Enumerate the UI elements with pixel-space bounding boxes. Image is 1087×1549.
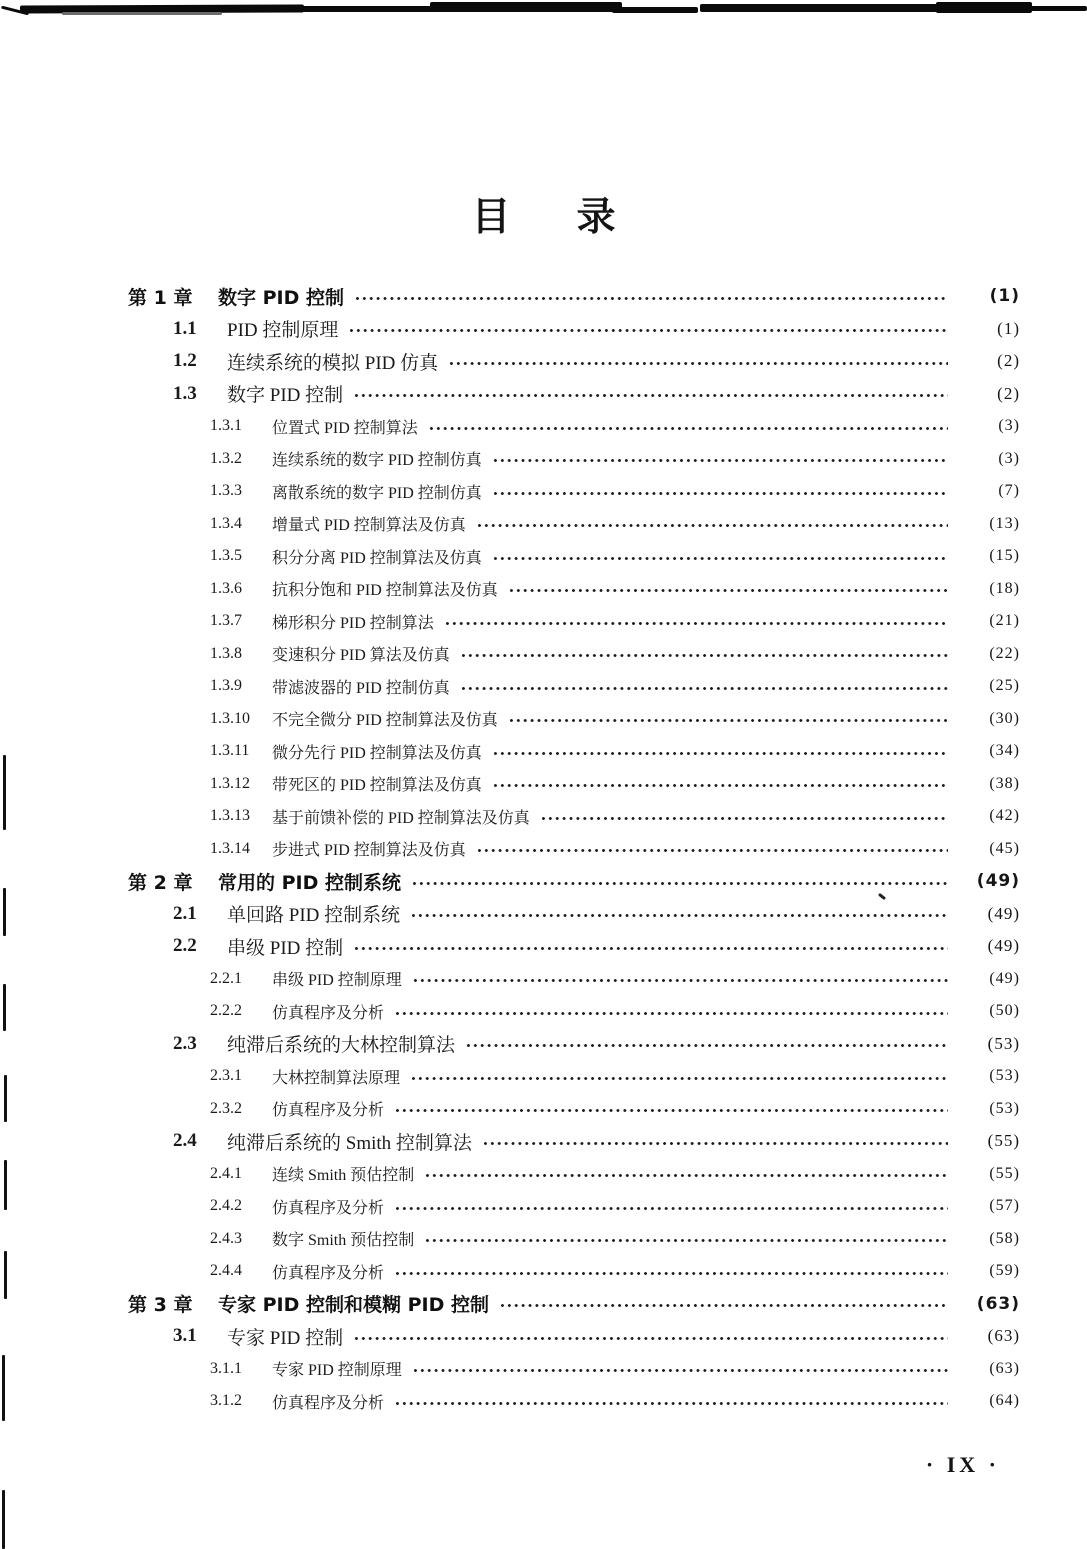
toc-entry-title: 不完全微分 PID 控制算法及仿真 xyxy=(272,712,498,730)
toc-entry-number: 2.4.1 xyxy=(210,1164,242,1182)
toc-entry-number: 3.1.1 xyxy=(210,1359,242,1377)
toc-entry-page: (21) xyxy=(989,612,1020,630)
toc-entry-title: 仿真程序及分析 xyxy=(272,1004,385,1022)
dot-leader-icon xyxy=(424,1238,948,1243)
toc-entry-page: (63) xyxy=(989,1359,1020,1377)
page-title-char-1: 目 xyxy=(471,195,511,240)
toc-entry-title: 串级 PID 控制原理 xyxy=(272,972,402,990)
toc-entry-page: (22) xyxy=(989,644,1020,662)
toc-entry xyxy=(128,1093,1020,1126)
toc-entry-title: 变速积分 PID 算法及仿真 xyxy=(272,647,450,665)
toc-entry-page: (3) xyxy=(998,449,1020,467)
toc-entry xyxy=(128,768,1020,801)
toc-entry xyxy=(128,1190,1020,1223)
toc-entry-page: (2) xyxy=(997,383,1020,403)
toc-entry-page: (3) xyxy=(998,417,1020,435)
toc-entry-page: (2) xyxy=(997,351,1020,371)
dot-leader-icon xyxy=(411,881,948,886)
dot-leader-icon xyxy=(492,783,948,788)
toc-entry-page: (55) xyxy=(987,1131,1020,1151)
toc-entry-number: 2.2 xyxy=(173,935,197,957)
toc-entry-page: (53) xyxy=(987,1033,1020,1053)
toc-entry-title: 常用的 PID 控制系统 xyxy=(218,871,401,894)
toc-entry-number: 2.3 xyxy=(173,1032,197,1054)
dot-leader-icon xyxy=(412,1368,948,1373)
toc-entry-number: 1.3.12 xyxy=(210,774,250,792)
toc-entry-number: 1.3.10 xyxy=(210,709,250,727)
page-title-char-2: 录 xyxy=(576,195,616,240)
toc-entry-title: 梯形积分 PID 控制算法 xyxy=(272,614,434,632)
toc-entry-page: (49) xyxy=(987,903,1020,923)
toc-entry-page: (49) xyxy=(987,936,1020,956)
dot-leader-icon xyxy=(353,393,948,398)
toc-entry-number: 2.4.3 xyxy=(210,1229,242,1247)
toc-entry-number: 1.3.13 xyxy=(210,807,250,825)
toc-entry xyxy=(128,313,1020,346)
dot-leader-icon xyxy=(444,621,948,626)
dot-leader-icon xyxy=(482,1141,948,1146)
toc-entry-title: 带死区的 PID 控制算法及仿真 xyxy=(272,777,482,795)
toc-entry-title: 数字 PID 控制 xyxy=(218,286,344,309)
toc-entry xyxy=(128,865,1020,898)
toc-entry-number: 1.1 xyxy=(173,317,197,339)
toc-entry-page: (34) xyxy=(989,742,1020,760)
toc-entry xyxy=(128,1028,1020,1061)
toc-entry-title: 仿真程序及分析 xyxy=(272,1199,385,1217)
toc-entry-title: 单回路 PID 控制系统 xyxy=(227,905,401,927)
toc-entry-page: (42) xyxy=(989,807,1020,825)
toc-entry-title: 位置式 PID 控制算法 xyxy=(272,419,418,437)
toc-list xyxy=(128,280,1020,1418)
toc-entry-page: (30) xyxy=(989,709,1020,727)
toc-entry xyxy=(128,735,1020,768)
toc-entry-number: 2.3.2 xyxy=(210,1099,242,1117)
toc-entry xyxy=(128,638,1020,671)
toc-entry-number: 1.3 xyxy=(173,382,197,404)
toc-entry xyxy=(128,573,1020,606)
toc-entry-title: 仿真程序及分析 xyxy=(272,1102,385,1120)
toc-entry-title: 串级 PID 控制 xyxy=(227,937,344,959)
toc-entry-page: (7) xyxy=(998,482,1020,500)
toc-entry-page: (53) xyxy=(989,1067,1020,1085)
toc-entry-title: 数字 PID 控制 xyxy=(227,385,344,407)
toc-entry-title: 增量式 PID 控制算法及仿真 xyxy=(272,517,466,535)
toc-entry-title: 连续系统的数字 PID 控制仿真 xyxy=(272,452,482,470)
dot-leader-icon xyxy=(394,1108,948,1113)
toc-entry-title: 专家 PID 控制原理 xyxy=(272,1362,402,1380)
dot-leader-icon xyxy=(424,1173,948,1178)
dot-leader-icon xyxy=(508,718,948,723)
toc-entry-page: (38) xyxy=(989,774,1020,792)
toc-entry-title: 步进式 PID 控制算法及仿真 xyxy=(272,842,466,860)
toc-entry-number: 2.3.1 xyxy=(210,1067,242,1085)
toc-entry-title: 纯滞后系统的大林控制算法 xyxy=(227,1035,456,1057)
toc-entry-title: 纯滞后系统的 Smith 控制算法 xyxy=(227,1132,472,1154)
toc-entry-number: 2.1 xyxy=(173,902,197,924)
toc-entry-title: 连续 Smith 预估控制 xyxy=(272,1167,415,1185)
toc-entry-number: 第 1 章 xyxy=(128,286,193,309)
toc-entry xyxy=(128,995,1020,1028)
page-title xyxy=(0,186,1087,242)
footer-page-number: · IX · xyxy=(925,1452,1000,1477)
toc-entry-title: 仿真程序及分析 xyxy=(272,1394,385,1412)
dot-leader-icon xyxy=(394,1271,948,1276)
toc-entry-page: (45) xyxy=(989,839,1020,857)
toc-entry xyxy=(128,280,1020,313)
toc-entry xyxy=(128,1320,1020,1353)
toc-entry-title: 微分先行 PID 控制算法及仿真 xyxy=(272,744,482,762)
toc-entry-page: (1) xyxy=(997,318,1020,338)
toc-entry xyxy=(128,833,1020,866)
dot-leader-icon xyxy=(460,653,948,658)
toc-entry-number: 2.4.4 xyxy=(210,1262,242,1280)
toc-entry-number: 1.3.11 xyxy=(210,742,250,760)
toc-entry-page: (50) xyxy=(989,1002,1020,1020)
dot-leader-icon xyxy=(476,523,948,528)
toc-entry-number: 第 3 章 xyxy=(128,1294,193,1317)
dot-leader-icon xyxy=(465,1043,948,1048)
dot-leader-icon xyxy=(394,1011,948,1016)
toc-entry-page: (63) xyxy=(987,1326,1020,1346)
dot-leader-icon xyxy=(492,556,948,561)
toc-entry-page: (55) xyxy=(989,1164,1020,1182)
dot-leader-icon xyxy=(476,848,948,853)
toc-entry-title: 带滤波器的 PID 控制仿真 xyxy=(272,679,450,697)
toc-entry xyxy=(128,670,1020,703)
toc-entry-title: 专家 PID 控制 xyxy=(227,1327,344,1349)
toc-entry-number: 1.2 xyxy=(173,350,197,372)
toc-entry-number: 2.2.1 xyxy=(210,969,242,987)
dot-leader-icon xyxy=(499,1303,948,1308)
toc-entry xyxy=(128,1255,1020,1288)
toc-entry-page: (13) xyxy=(989,514,1020,532)
toc-entry-number: 3.1 xyxy=(173,1325,197,1347)
toc-entry-number: 1.3.9 xyxy=(210,677,242,695)
toc-entry xyxy=(128,1060,1020,1093)
dot-leader-icon xyxy=(460,686,948,691)
toc-entry-title: 抗积分饱和 PID 控制算法及仿真 xyxy=(272,582,498,600)
toc-entry xyxy=(128,378,1020,411)
toc-entry-title: 大林控制算法原理 xyxy=(272,1069,401,1087)
toc-entry-title: PID 控制原理 xyxy=(227,320,339,342)
dot-leader-icon xyxy=(428,426,948,431)
toc-entry-title: 数字 Smith 预估控制 xyxy=(272,1232,415,1250)
toc-entry xyxy=(128,1353,1020,1386)
toc-entry xyxy=(128,1223,1020,1256)
toc-entry-title: 仿真程序及分析 xyxy=(272,1264,385,1282)
dot-leader-icon xyxy=(492,491,948,496)
toc-entry-title: 基于前馈补偿的 PID 控制算法及仿真 xyxy=(272,809,530,827)
dot-leader-icon xyxy=(394,1401,948,1406)
toc-entry xyxy=(128,963,1020,996)
toc-entry-number: 2.4 xyxy=(173,1130,197,1152)
toc-entry-title: 连续系统的模拟 PID 仿真 xyxy=(227,352,439,374)
dot-leader-icon xyxy=(348,328,948,333)
toc-entry xyxy=(128,1385,1020,1418)
toc-entry-number: 1.3.14 xyxy=(210,839,250,857)
toc-entry-page: (15) xyxy=(989,547,1020,565)
toc-entry xyxy=(128,345,1020,378)
toc-entry-number: 1.3.1 xyxy=(210,417,242,435)
toc-entry-number: 1.3.6 xyxy=(210,579,242,597)
toc-entry-title: 专家 PID 控制和模糊 PID 控制 xyxy=(218,1294,489,1317)
toc-entry-title: 积分分离 PID 控制算法及仿真 xyxy=(272,549,482,567)
toc-entry xyxy=(128,1288,1020,1321)
dot-leader-icon xyxy=(394,1206,948,1211)
dot-leader-icon xyxy=(508,588,948,593)
toc-entry-page: (49) xyxy=(989,969,1020,987)
toc-entry xyxy=(128,1158,1020,1191)
toc-entry-page: (1) xyxy=(989,286,1020,307)
toc-entry-page: (53) xyxy=(989,1099,1020,1117)
toc-entry xyxy=(128,410,1020,443)
toc-entry xyxy=(128,605,1020,638)
dot-leader-icon xyxy=(448,361,948,366)
dot-leader-icon xyxy=(492,458,948,463)
toc-entry-number: 1.3.5 xyxy=(210,547,242,565)
dot-leader-icon xyxy=(353,946,948,951)
dot-leader-icon xyxy=(353,1336,948,1341)
toc-entry-page: (57) xyxy=(989,1197,1020,1215)
dot-leader-icon xyxy=(540,816,948,821)
toc-entry-number: 1.3.4 xyxy=(210,514,242,532)
toc-entry-number: 2.4.2 xyxy=(210,1197,242,1215)
dot-leader-icon xyxy=(354,296,948,301)
toc-entry-title: 离散系统的数字 PID 控制仿真 xyxy=(272,484,482,502)
toc-entry xyxy=(128,800,1020,833)
toc-entry-page: (64) xyxy=(989,1392,1020,1410)
toc-entry xyxy=(128,1125,1020,1158)
toc-entry-page: (18) xyxy=(989,579,1020,597)
toc-entry xyxy=(128,508,1020,541)
toc-entry-page: (25) xyxy=(989,677,1020,695)
toc-entry-number: 1.3.3 xyxy=(210,482,242,500)
toc-entry-number: 1.3.8 xyxy=(210,644,242,662)
toc-entry xyxy=(128,540,1020,573)
toc-entry-number: 1.3.7 xyxy=(210,612,242,630)
toc-entry xyxy=(128,443,1020,476)
toc-entry xyxy=(128,930,1020,963)
toc-entry-number: 第 2 章 xyxy=(128,871,193,894)
toc-entry xyxy=(128,475,1020,508)
dot-leader-icon xyxy=(410,913,948,918)
toc-entry-page: (59) xyxy=(989,1262,1020,1280)
toc-entry-page: (63) xyxy=(976,1293,1020,1314)
toc-entry-number: 3.1.2 xyxy=(210,1392,242,1410)
toc-entry-page: (58) xyxy=(989,1229,1020,1247)
toc-entry-number: 1.3.2 xyxy=(210,449,242,467)
toc-entry xyxy=(128,703,1020,736)
toc-entry-number: 2.2.2 xyxy=(210,1002,242,1020)
dot-leader-icon xyxy=(492,751,948,756)
dot-leader-icon xyxy=(412,978,948,983)
dot-leader-icon xyxy=(410,1076,948,1081)
toc-entry-page: (49) xyxy=(976,871,1020,892)
toc-entry xyxy=(128,898,1020,931)
